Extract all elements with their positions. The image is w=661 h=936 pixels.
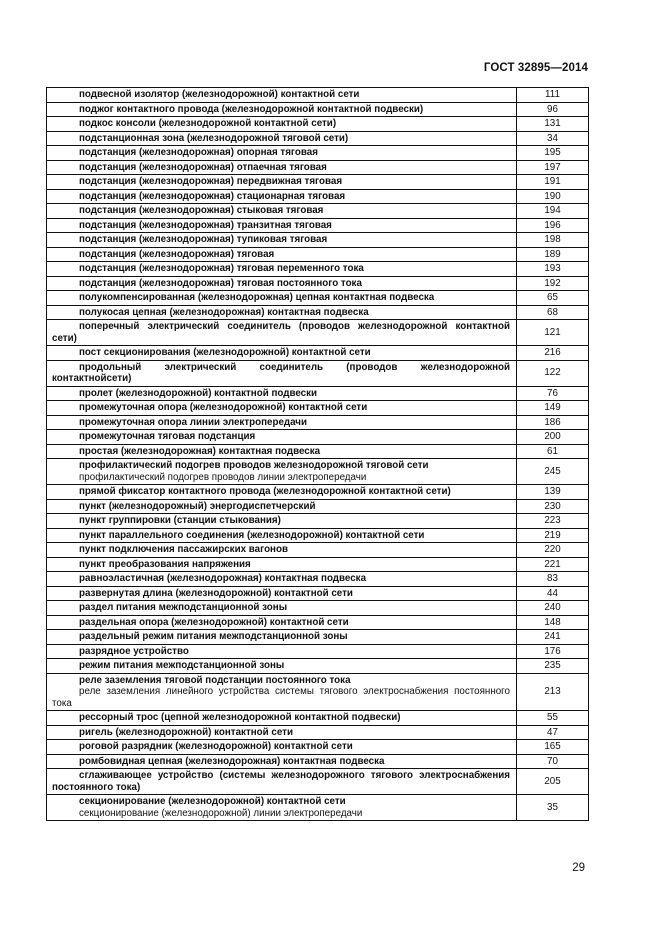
table-row — [47, 247, 589, 262]
term-cell — [47, 346, 517, 361]
term-text: пролет (железнодорожной) контактной подвески — [79, 387, 318, 399]
term-cell — [47, 601, 517, 616]
term-page-number: 131 — [517, 117, 589, 132]
term-text: подстанция (железнодорожная) тяговая переменного тока — [79, 263, 364, 274]
term-cell — [47, 528, 517, 543]
table-row — [47, 218, 589, 233]
table-row — [47, 499, 589, 514]
term-text: равноэластичная (железнодорожная) контактная подвеска — [79, 573, 367, 584]
term-text: подстанция (железнодорожная) стыковая тяговая — [79, 205, 324, 216]
term-cell — [47, 102, 517, 117]
term-cell — [47, 218, 517, 233]
term-page-number: 35 — [517, 795, 589, 821]
term-cell — [47, 415, 517, 430]
term-page-number: 194 — [517, 204, 589, 219]
term-text: полукосая цепная (железнодорожная) контактная подвеска — [79, 306, 369, 318]
table-row — [47, 630, 589, 645]
table-row — [47, 262, 589, 277]
term-page-number: 34 — [517, 131, 589, 146]
table-row — [47, 175, 589, 190]
table-row — [47, 204, 589, 219]
term-page-number: 83 — [517, 572, 589, 587]
table-row — [47, 528, 589, 543]
term-cell — [47, 659, 517, 674]
term-cell — [47, 586, 517, 601]
term-cell — [47, 117, 517, 132]
term-cell — [47, 673, 517, 711]
term-page-number: 193 — [517, 262, 589, 277]
table-row — [47, 769, 589, 795]
term-cell — [47, 189, 517, 204]
term-cell — [47, 572, 517, 587]
term-text: подкос консоли (железнодорожной контактной сети) — [79, 118, 337, 129]
term-cell — [47, 557, 517, 572]
term-page-number: 205 — [517, 769, 589, 795]
term-cell — [47, 131, 517, 146]
term-text: продольный электрический соединитель (проводов железнодорожной контактнойсети) — [52, 361, 510, 384]
table-row — [47, 711, 589, 726]
table-row — [47, 276, 589, 291]
term-page-number: 235 — [517, 659, 589, 674]
term-page-number: 230 — [517, 499, 589, 514]
term-text: пост секционирования (железнодорожной) контактной сети — [79, 347, 371, 358]
table-row — [47, 615, 589, 630]
term-page-number: 68 — [517, 305, 589, 320]
term-text: сглаживающее устройство (системы железнодорожного тягового электроснабжения постоянного тока) — [52, 770, 510, 793]
table-row — [47, 346, 589, 361]
term-text: подстанционная зона (железнодорожной тяговой сети) — [79, 132, 349, 144]
synonym-term-text: реле заземления линейного устройства системы тягового электроснабжения постоянного тока — [52, 686, 510, 709]
term-cell — [47, 795, 517, 821]
term-text: прямой фиксатор контактного провода (железнодорожной контактной сети) — [79, 486, 451, 497]
term-page-number: 96 — [517, 102, 589, 117]
term-text: ромбовидная цепная (железнодорожная) контактная подвеска — [79, 755, 385, 767]
term-text: подстанция (железнодорожная) стационарная тяговая — [79, 190, 346, 202]
term-text: пункт группировки (станции стыкования) — [79, 515, 281, 526]
term-page-number: 189 — [517, 247, 589, 262]
term-text: режим питания межподстанционной зоны — [79, 660, 285, 671]
term-cell — [47, 514, 517, 529]
term-page-number: 216 — [517, 346, 589, 361]
synonym-term-text: секционирование (железнодорожной) линии электропередачи — [79, 807, 363, 819]
term-text: подстанция (железнодорожная) передвижная тяговая — [79, 176, 343, 187]
term-cell — [47, 305, 517, 320]
page-number: 29 — [572, 862, 585, 874]
term-cell — [47, 725, 517, 740]
term-cell — [47, 459, 517, 485]
term-cell — [47, 615, 517, 630]
table-row — [47, 305, 589, 320]
term-page-number: 176 — [517, 644, 589, 659]
term-cell — [47, 386, 517, 401]
term-index-body — [47, 88, 589, 821]
term-page-number: 55 — [517, 711, 589, 726]
table-row — [47, 117, 589, 132]
term-page-number: 186 — [517, 415, 589, 430]
term-cell — [47, 88, 517, 103]
table-row — [47, 131, 589, 146]
term-page-number: 111 — [517, 88, 589, 103]
term-cell — [47, 276, 517, 291]
table-row — [47, 415, 589, 430]
table-row — [47, 459, 589, 485]
term-cell — [47, 644, 517, 659]
term-text: пункт подключения пассажирских вагонов — [79, 544, 288, 555]
term-cell — [47, 291, 517, 306]
term-page-number: 197 — [517, 160, 589, 175]
term-cell — [47, 430, 517, 445]
term-text: простая (железнодорожная) контактная подвеска — [79, 445, 321, 457]
term-cell — [47, 233, 517, 248]
term-page-number: 122 — [517, 360, 589, 386]
term-page-number: 76 — [517, 386, 589, 401]
term-cell — [47, 769, 517, 795]
term-page-number: 223 — [517, 514, 589, 529]
term-cell — [47, 711, 517, 726]
term-text: промежуточная опора (железнодорожной) контактной сети — [79, 402, 368, 413]
term-text: роговой разрядник (железнодорожной) контактной сети — [79, 741, 353, 752]
term-page-number: 70 — [517, 754, 589, 769]
term-text: раздельная опора (железнодорожной) контактной сети — [79, 616, 349, 628]
term-cell — [47, 401, 517, 416]
term-text: пункт преобразования напряжения — [79, 558, 251, 570]
table-row — [47, 233, 589, 248]
table-row — [47, 601, 589, 616]
term-page-number: 191 — [517, 175, 589, 190]
table-row — [47, 572, 589, 587]
term-page-number: 219 — [517, 528, 589, 543]
term-page-number: 190 — [517, 189, 589, 204]
table-row — [47, 644, 589, 659]
term-text: поперечный электрический соединитель (проводов железнодорожной контактной сети) — [52, 321, 510, 344]
term-text: пункт параллельного соединения (железнодорожной) контактной сети — [79, 529, 425, 541]
term-text: раздельный режим питания межподстанционной зоны — [79, 631, 348, 642]
table-row — [47, 673, 589, 711]
term-page-number: 65 — [517, 291, 589, 306]
term-page-number: 165 — [517, 740, 589, 755]
table-row — [47, 401, 589, 416]
term-text: подстанция (железнодорожная) тупиковая тяговая — [79, 234, 328, 245]
table-row — [47, 320, 589, 346]
term-text: подвесной изолятор (железнодорожной) контактной сети — [79, 89, 360, 100]
term-text: подстанция (железнодорожная) тяговая постоянного тока — [79, 277, 362, 289]
table-row — [47, 740, 589, 755]
term-cell — [47, 204, 517, 219]
term-page-number: 44 — [517, 586, 589, 601]
table-row — [47, 160, 589, 175]
term-index-table — [46, 87, 589, 821]
term-page-number: 221 — [517, 557, 589, 572]
term-page-number: 148 — [517, 615, 589, 630]
term-page-number: 121 — [517, 320, 589, 346]
table-row — [47, 586, 589, 601]
term-text: реле заземления тяговой подстанции постоянного тока — [79, 674, 351, 686]
table-row — [47, 795, 589, 821]
term-page-number: 241 — [517, 630, 589, 645]
term-text: секционирование (железнодорожной) контактной сети — [79, 796, 346, 807]
table-row — [47, 146, 589, 161]
table-row — [47, 291, 589, 306]
table-row — [47, 444, 589, 459]
term-page-number: 139 — [517, 485, 589, 500]
term-cell — [47, 262, 517, 277]
term-cell — [47, 320, 517, 346]
term-text: пункт (железнодорожный) энергодиспетчерский — [79, 500, 316, 512]
table-row — [47, 430, 589, 445]
table-row — [47, 659, 589, 674]
term-page-number: 195 — [517, 146, 589, 161]
term-page-number: 220 — [517, 543, 589, 558]
term-page-number: 198 — [517, 233, 589, 248]
term-cell — [47, 754, 517, 769]
term-text: поджог контактного провода (железнодорожной контактной подвески) — [79, 103, 424, 115]
term-text: промежуточная тяговая подстанция — [79, 431, 256, 442]
term-cell — [47, 630, 517, 645]
table-row — [47, 88, 589, 103]
term-page-number: 149 — [517, 401, 589, 416]
table-row — [47, 754, 589, 769]
term-text: подстанция (железнодорожная) тяговая — [79, 248, 275, 260]
term-text: разрядное устройство — [79, 645, 189, 657]
term-text: рессорный трос (цепной железнодорожной контактной подвески) — [79, 712, 401, 723]
term-page-number: 240 — [517, 601, 589, 616]
term-text: подстанция (железнодорожная) транзитная тяговая — [79, 219, 332, 231]
term-cell — [47, 499, 517, 514]
table-row — [47, 557, 589, 572]
term-cell — [47, 247, 517, 262]
term-page-number: 61 — [517, 444, 589, 459]
term-page-number: 245 — [517, 459, 589, 485]
term-page-number: 47 — [517, 725, 589, 740]
synonym-term-text: профилактический подогрев проводов линии электропередачи — [79, 471, 367, 483]
table-row — [47, 543, 589, 558]
table-row — [47, 189, 589, 204]
term-cell — [47, 160, 517, 175]
term-text: развернутая длина (железнодорожной) контактной сети — [79, 587, 353, 599]
term-cell — [47, 740, 517, 755]
term-page-number: 196 — [517, 218, 589, 233]
term-page-number: 200 — [517, 430, 589, 445]
term-page-number: 192 — [517, 276, 589, 291]
term-cell — [47, 444, 517, 459]
table-row — [47, 514, 589, 529]
term-cell — [47, 543, 517, 558]
term-text: промежуточная опора линии электропередачи — [79, 416, 308, 428]
term-text: профилактический подогрев проводов железнодорожной тяговой сети — [79, 460, 429, 471]
table-row — [47, 386, 589, 401]
document-header: ГОСТ 32895—2014 — [483, 62, 588, 74]
term-text: полукомпенсированная (железнодорожная) цепная контактная подвеска — [79, 292, 435, 303]
term-text: подстанция (железнодорожная) отпаечная тяговая — [79, 161, 327, 173]
term-cell — [47, 175, 517, 190]
table-row — [47, 102, 589, 117]
term-text: подстанция (железнодорожная) опорная тяговая — [79, 147, 318, 158]
term-cell — [47, 360, 517, 386]
term-text: ригель (железнодорожной) контактной сети — [79, 726, 293, 738]
term-cell — [47, 146, 517, 161]
table-row — [47, 485, 589, 500]
term-text: раздел питания межподстанционной зоны — [79, 602, 288, 613]
term-page-number: 213 — [517, 673, 589, 711]
table-row — [47, 725, 589, 740]
table-row — [47, 360, 589, 386]
term-cell — [47, 485, 517, 500]
